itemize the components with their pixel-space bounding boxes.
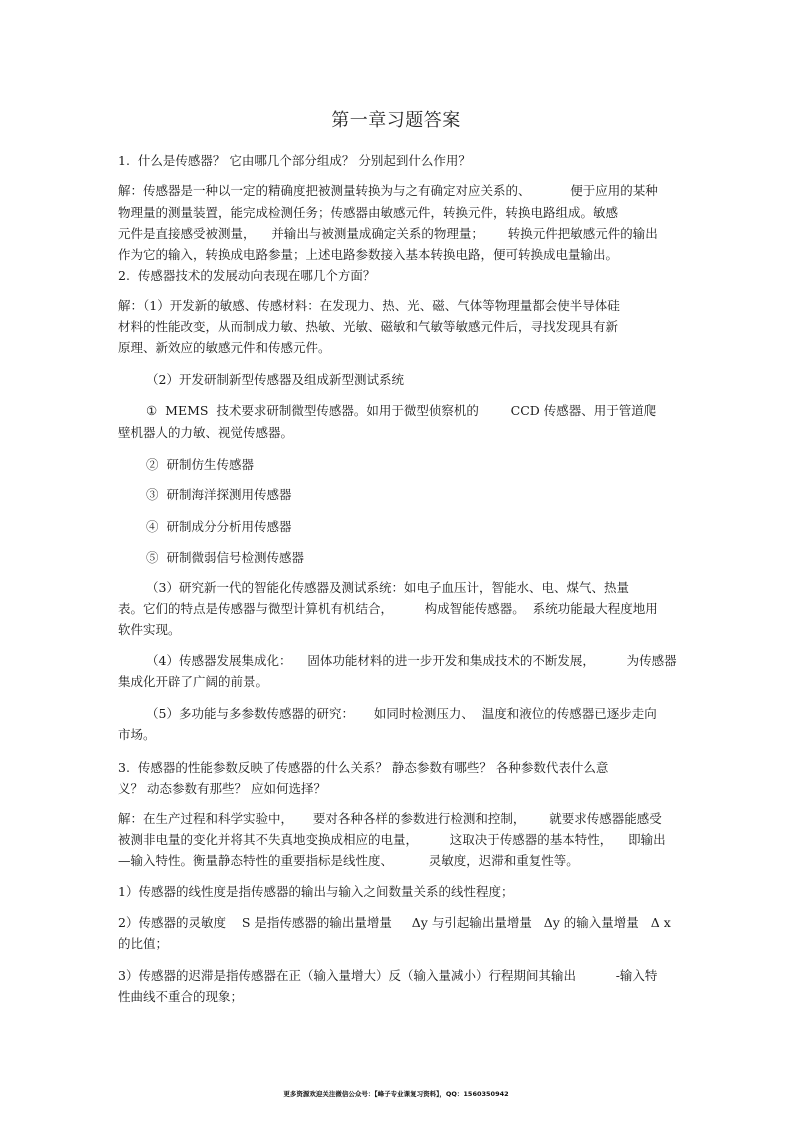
- text-line-a3-p3b: 性曲线不重合的现象；: [118, 989, 244, 1004]
- text-line-a2-sub2-1b: 壁机器人的力敏、视觉传感器。: [118, 425, 294, 440]
- text-line-a2-sub2-1a: ① MEMS 技术要求研制微型传感器。如用于微型侦察机的 CCD 传感器、用于管道爬: [146, 403, 657, 418]
- text-line-a2-sub5-2: 市场。: [118, 727, 156, 742]
- text-line-a3-2: 被测非电量的变化并将其不失真地变换成相应的电量， 这取决于传感器的基本特性， 即输出: [118, 832, 666, 847]
- text-line-a1-4: 作为它的输入，转换成电路参量；上述电路参数接入基本转换电路，便可转换成电量输出。: [118, 247, 619, 262]
- text-line-a3-3: —输入特性。衡量静态特性的重要指标是线性度、 灵敏度，迟滞和重复性等。: [118, 853, 579, 868]
- text-line-a2-sub2-2: ② 研制仿生传感器: [146, 457, 254, 472]
- text-line-a3-p3a: 3）传感器的迟滞是指传感器在正（输入量增大）反（输入量减小）行程期间其输出 -输入特: [118, 968, 658, 983]
- text-line-a2-sub3-2: 表。它们的特点是传感器与微型计算机有机结合， 构成智能传感器。 系统功能最大程度地用: [118, 601, 658, 616]
- text-line-a3-p1: 1）传感器的线性度是指传感器的输出与输入之间数量关系的线性程度；: [118, 884, 514, 899]
- text-line-a2-sub2: （2）开发研制新型传感器及组成新型测试系统: [146, 372, 404, 387]
- text-line-q3-2: 义？ 动态参数有那些？ 应如何选择？: [118, 781, 326, 796]
- text-line-a2-sub2-5: ⑤ 研制微弱信号检测传感器: [146, 550, 304, 565]
- text-line-a2-sub4-1: （4）传感器发展集成化： 固体功能材料的进一步开发和集成技术的不断发展， 为传感器: [146, 653, 677, 668]
- text-line-a2-3: 原理、新效应的敏感元件和传感元件。: [118, 340, 331, 355]
- text-line-a2-sub2-3: ③ 研制海洋探测用传感器: [146, 487, 292, 502]
- text-line-a2-sub4-2: 集成化开辟了广阔的前景。: [118, 674, 269, 689]
- text-line-a2-sub5-1: （5）多功能与多参数传感器的研究： 如同时检测压力、 温度和液位的传感器已逐步走向: [146, 706, 657, 721]
- page-title: 第一章习题答案: [331, 110, 461, 131]
- text-line-q3-1: 3. 传感器的性能参数反映了传感器的什么关系？ 静态参数有哪些？ 各种参数代表什么意: [118, 760, 609, 775]
- text-line-a2-sub3-1: （3）研究新一代的智能化传感器及测试系统：如电子血压计，智能水、电、煤气、热量: [146, 580, 629, 595]
- text-line-a3-1: 解：在生产过程和科学实验中， 要对各种各样的参数进行检测和控制， 就要求传感器能感受: [118, 811, 662, 826]
- text-line-a2-1: 解：（1）开发新的敏感、传感材料：在发现力、热、光、磁、气体等物理量都会使半导体硅: [118, 298, 620, 313]
- page-footer: 更多资源欢迎关注微信公众号：【峰子专业课复习资料】，QQ：1560350942: [283, 1090, 509, 1098]
- text-line-a2-sub2-4: ④ 研制成分分析用传感器: [146, 519, 292, 534]
- text-line-a1-3: 元件是直接感受被测量， 并输出与被测量成确定关系的物理量； 转换元件把敏感元件的输出: [118, 226, 658, 241]
- text-line-a3-p2b: 的比值；: [118, 936, 169, 951]
- text-line-a3-p2a: 2）传感器的灵敏度 S 是指传感器的输出量增量 Δy 与引起输出量增量 Δy 的输入量增量 Δ x: [118, 915, 671, 930]
- text-line-a2-2: 材料的性能改变，从而制成力敏、热敏、光敏、磁敏和气敏等敏感元件后，寻找发现具有新: [118, 319, 619, 334]
- text-line-a1-2: 物理量的测量装置，能完成检测任务；传感器由敏感元件，转换元件，转换电路组成。敏感: [118, 205, 619, 220]
- text-line-q1: 1. 什么是传感器？ 它由哪几个部分组成？ 分别起到什么作用？: [118, 153, 471, 168]
- text-line-a2-sub3-3: 软件实现。: [118, 622, 181, 637]
- text-line-q2: 2. 传感器技术的发展动向表现在哪几个方面？: [118, 268, 376, 283]
- text-line-a1-1: 解：传感器是一种以一定的精确度把被测量转换为与之有确定对应关系的、 便于应用的某种: [118, 183, 658, 198]
